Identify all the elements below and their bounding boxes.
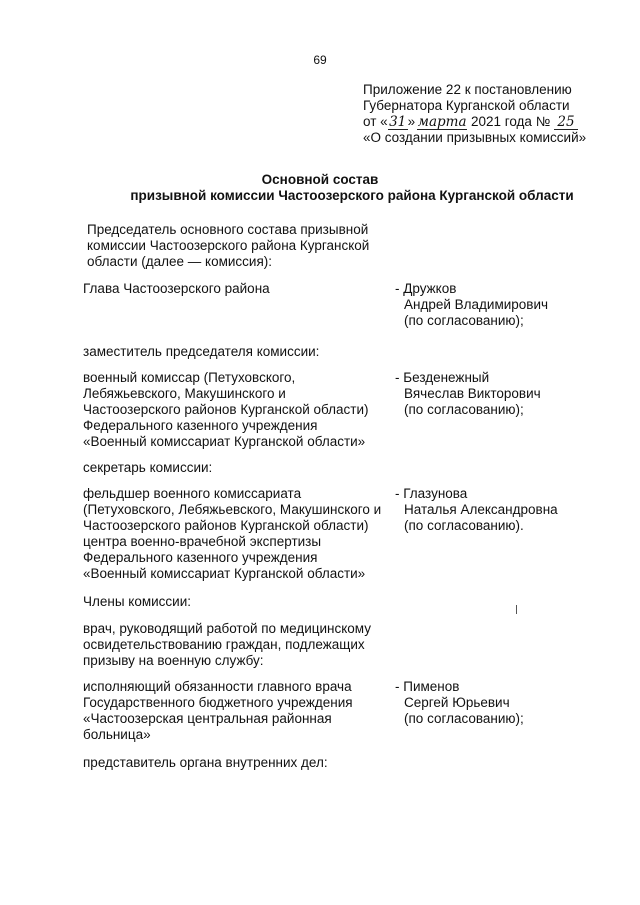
position-line: «Военный комиссариат Курганской области»	[83, 434, 366, 449]
position-line: Частоозерского районов Курганской области)	[83, 402, 369, 417]
handwritten-month: марта	[417, 114, 467, 130]
appendix-line: Губернатора Курганской области	[363, 98, 570, 113]
position-line: Лебяжьевского, Макушинского и	[83, 386, 286, 401]
intro-line: Председатель основного состава призывной	[87, 222, 369, 237]
person-note: (по согласованию);	[404, 711, 524, 726]
member-position	[83, 621, 371, 669]
person-note: (по согласованию);	[404, 402, 524, 417]
member-position	[83, 486, 381, 582]
position-line: фельдшер военного комиссариата	[83, 486, 302, 501]
appendix-line: «О создании призывных комиссий»	[363, 130, 587, 145]
member-person	[395, 370, 541, 418]
position-line: призыву на военную службу:	[83, 653, 264, 668]
position-line: исполняющий обязанности главного врача	[83, 679, 352, 694]
document-title	[0, 172, 640, 204]
position-line: (Петуховского, Лебяжьевского, Макушинского и	[83, 502, 382, 517]
handwritten-number: 25	[554, 116, 578, 130]
position-line: центра военно-врачебной экспертизы	[83, 534, 322, 549]
position-line: Государственного бюджетного учреждения	[83, 695, 353, 710]
position-line: Частоозерского районов Курганской области)	[83, 518, 369, 533]
person-name: Наталья Александровна	[404, 502, 558, 517]
section-heading: секретарь комиссии:	[83, 460, 213, 475]
position-line: врач, руководящий работой по медицинскому	[83, 621, 371, 636]
section-heading: заместитель председателя комиссии:	[83, 344, 320, 359]
member-person	[395, 281, 548, 329]
position-line: «Частоозерская центральная районная	[83, 711, 332, 726]
appendix-date-line	[363, 114, 623, 130]
position-line: Федерального казенного учреждения	[83, 550, 318, 565]
member-person	[395, 679, 524, 727]
position-line: Глава Частоозерского района	[83, 281, 270, 296]
person-note: (по согласованию);	[404, 313, 524, 328]
appendix-header	[363, 82, 623, 146]
person-name: Андрей Владимирович	[404, 297, 549, 312]
position-line: больница»	[83, 727, 151, 742]
handwritten-day: 31	[389, 114, 407, 130]
member-position	[83, 281, 270, 297]
person-note: (по согласованию).	[404, 518, 524, 533]
title-line-1: Основной состав	[261, 172, 379, 187]
position-line: военный комиссар (Петуховского,	[83, 370, 296, 385]
date-quote: »	[407, 114, 416, 129]
person-name: Вячеслав Викторович	[404, 386, 541, 401]
year-text: 2021 года №	[470, 114, 551, 129]
position-line: «Военный комиссариат Курганской области»	[83, 566, 366, 581]
intro-block	[87, 222, 369, 270]
section-heading: Члены комиссии:	[83, 594, 192, 609]
person-surname: - Безденежный	[395, 370, 490, 385]
intro-line: области (далее — комиссия):	[87, 254, 273, 269]
title-line-2: призывной комиссии Частоозерского района Курганской области	[130, 188, 574, 203]
appendix-line: Приложение 22 к постановлению	[363, 82, 572, 97]
member-position	[83, 679, 353, 743]
member-person	[395, 486, 558, 534]
section-heading: представитель органа внутренних дел:	[83, 755, 328, 770]
scan-mark	[516, 605, 517, 614]
position-line: освидетельствованию граждан, подлежащих	[83, 637, 365, 652]
person-name: Сергей Юрьевич	[404, 695, 510, 710]
person-surname: - Дружков	[395, 281, 457, 296]
person-surname: - Глазунова	[395, 486, 468, 501]
member-position	[83, 370, 369, 450]
position-line: Федерального казенного учреждения	[83, 418, 318, 433]
page-number: 69	[313, 53, 327, 67]
intro-line: комиссии Частоозерского района Курганской	[87, 238, 370, 253]
person-surname: - Пименов	[395, 679, 460, 694]
date-prefix: от «	[363, 114, 388, 129]
